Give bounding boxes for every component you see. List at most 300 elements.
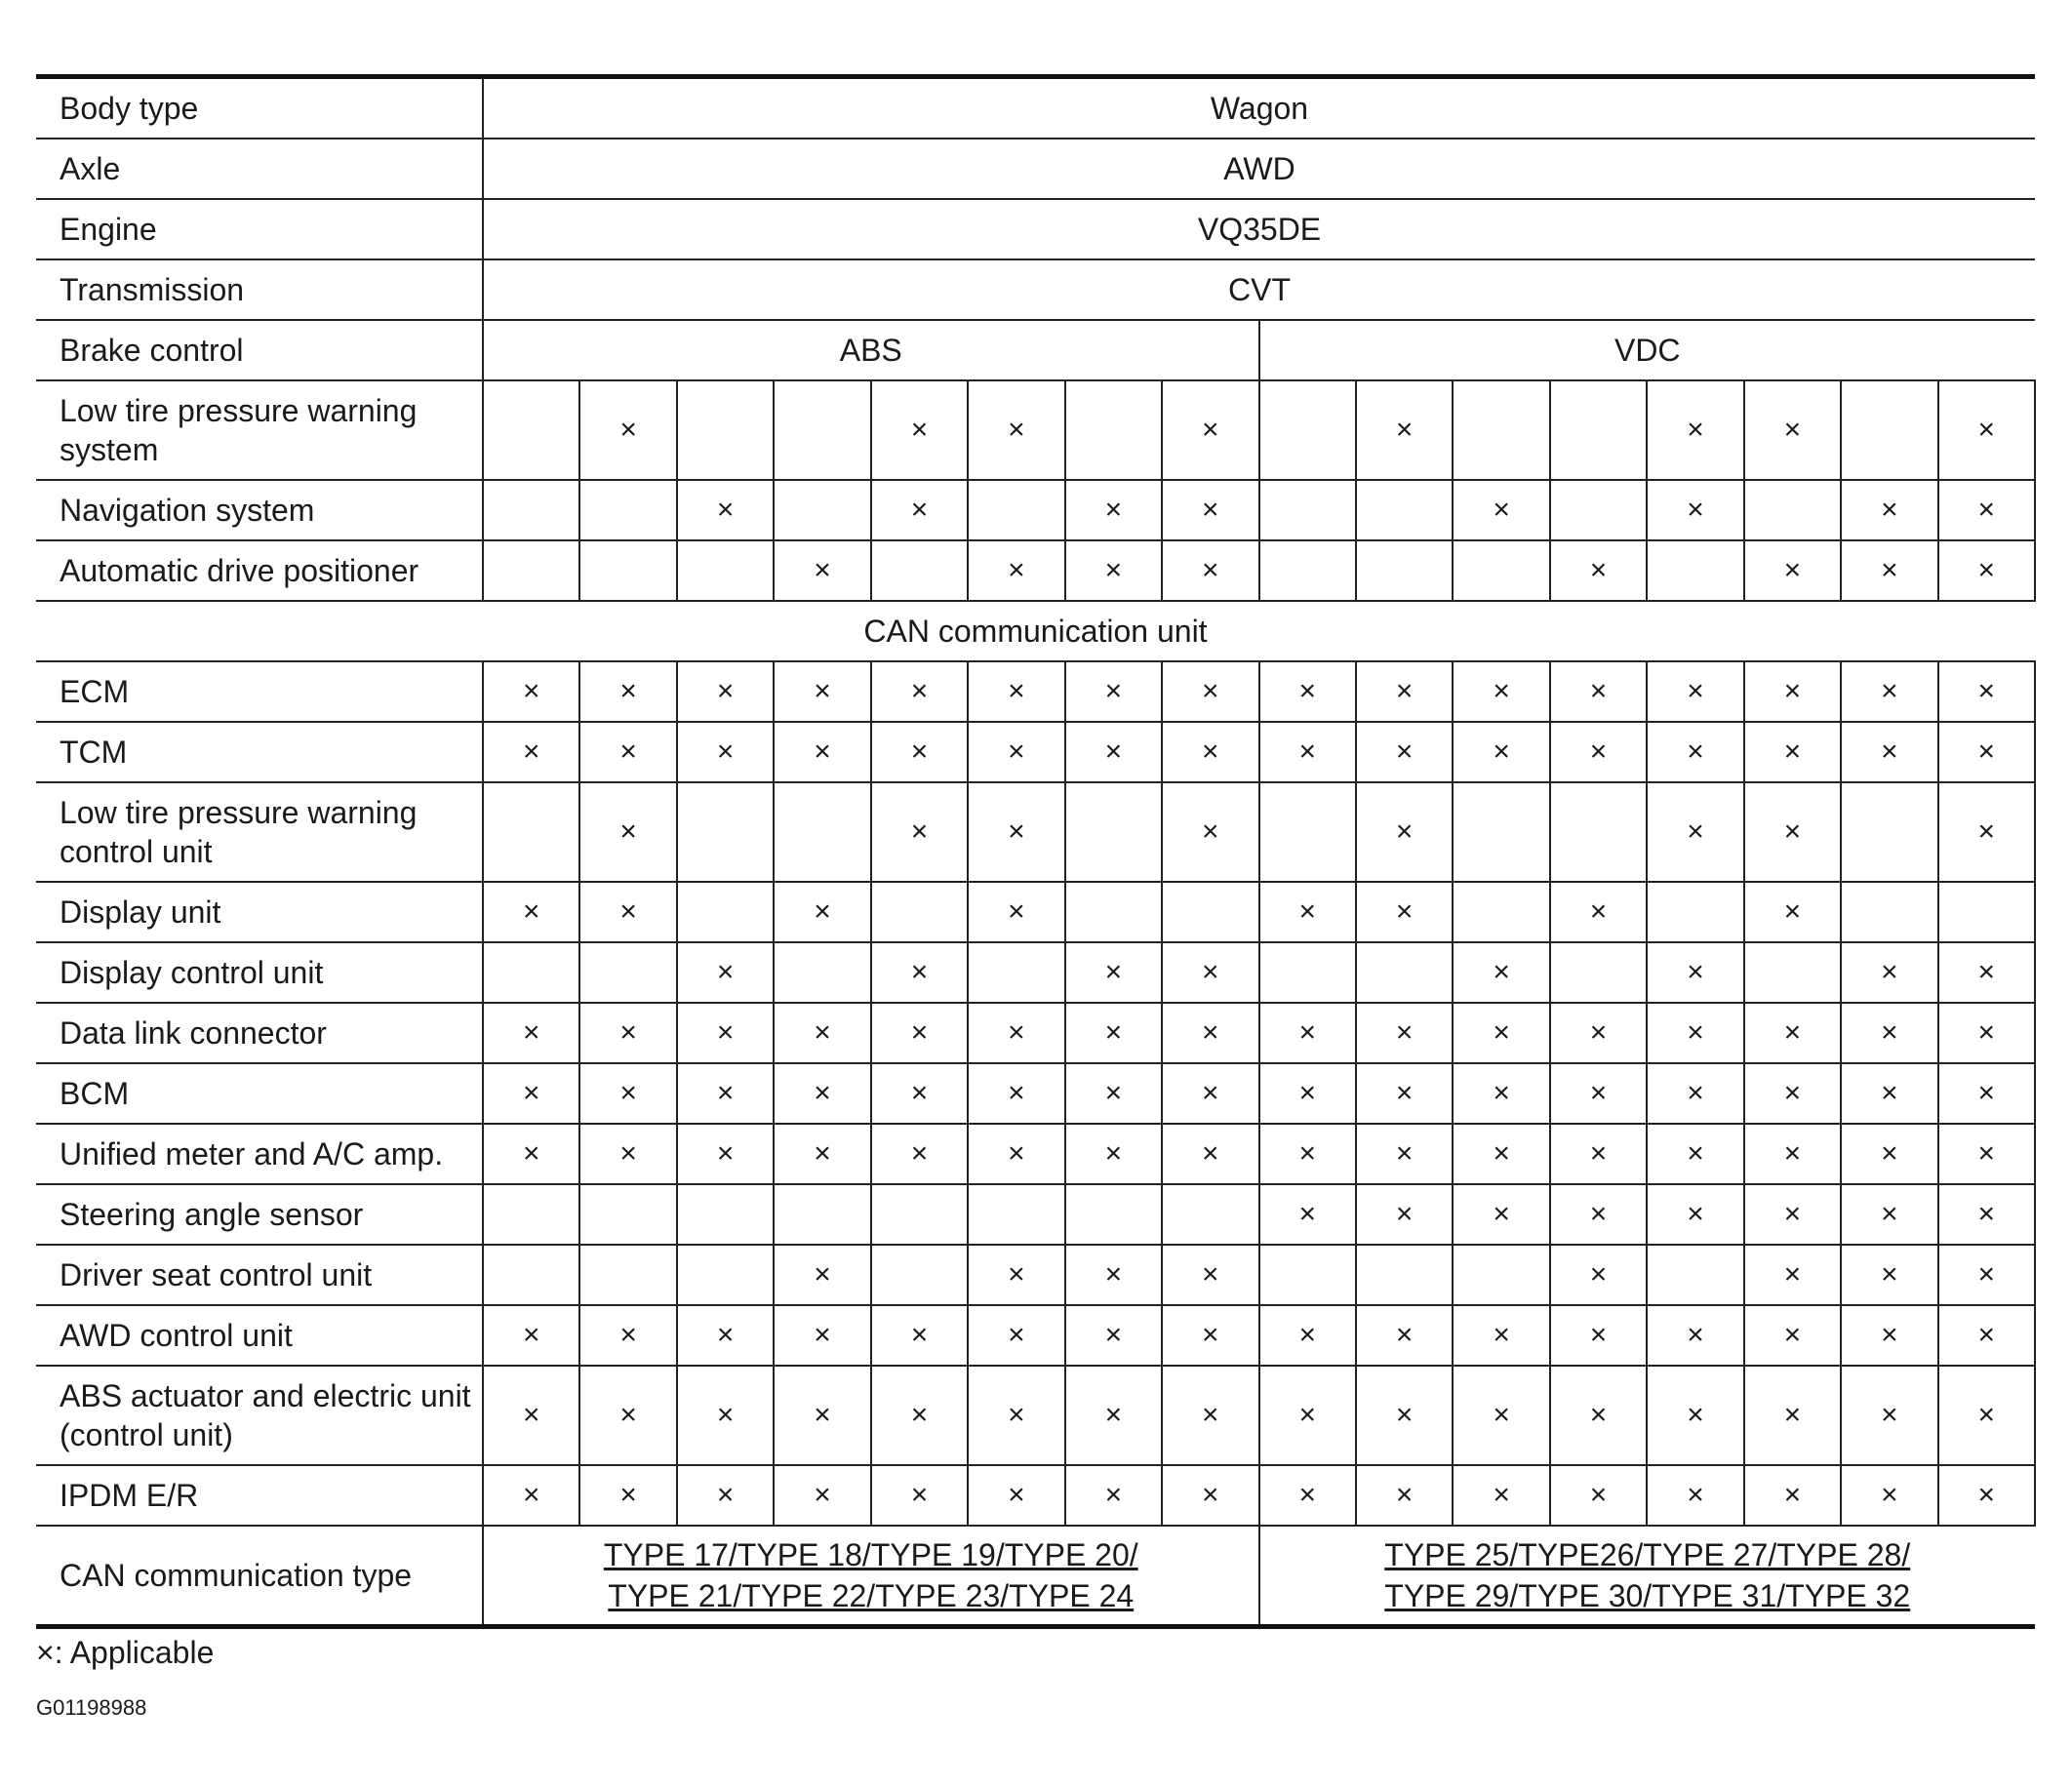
empty-cell (968, 942, 1064, 1003)
applicable-mark: × (871, 1465, 968, 1526)
empty-cell (1065, 1184, 1162, 1245)
can-type-line: TYPE 25/TYPE26/TYPE 27/TYPE 28/ (1384, 1537, 1911, 1572)
empty-cell (483, 1245, 579, 1305)
empty-cell (1841, 380, 1937, 480)
applicable-mark: × (1453, 661, 1549, 722)
applicable-mark: × (1162, 480, 1258, 540)
empty-cell (1453, 380, 1549, 480)
row-label: Navigation system (36, 480, 483, 540)
empty-cell (579, 480, 676, 540)
applicable-mark: × (1065, 1305, 1162, 1366)
applicable-mark: × (1259, 1366, 1356, 1465)
applicable-mark: × (1938, 1245, 2035, 1305)
empty-cell (871, 1184, 968, 1245)
applicable-mark: × (1259, 1465, 1356, 1526)
row-label: AWD control unit (36, 1305, 483, 1366)
applicable-mark: × (1938, 1465, 2035, 1526)
applicable-mark: × (871, 1124, 968, 1184)
empty-cell (677, 882, 774, 942)
applicable-mark: × (1550, 1063, 1647, 1124)
can-type-line: TYPE 17/TYPE 18/TYPE 19/TYPE 20/ (603, 1537, 1138, 1572)
row-label: Transmission (36, 259, 483, 320)
applicable-mark: × (871, 661, 968, 722)
applicable-mark: × (579, 1305, 676, 1366)
applicable-mark: × (579, 1465, 676, 1526)
empty-cell (1356, 480, 1453, 540)
applicable-mark: × (1841, 1366, 1937, 1465)
applicable-mark: × (1453, 1184, 1549, 1245)
applicable-mark: × (1841, 1465, 1937, 1526)
empty-cell (1453, 882, 1549, 942)
applicable-mark: × (1938, 661, 2035, 722)
applicable-mark: × (1744, 1063, 1841, 1124)
applicable-mark: × (1453, 1063, 1549, 1124)
applicable-mark: × (1550, 1124, 1647, 1184)
applicable-mark: × (1065, 1124, 1162, 1184)
applicable-mark: × (774, 661, 870, 722)
empty-cell (1938, 882, 2035, 942)
applicable-mark: × (1647, 1465, 1743, 1526)
applicable-mark: × (1550, 722, 1647, 782)
matrix-row (36, 722, 2035, 782)
applicable-mark: × (1065, 1366, 1162, 1465)
empty-cell (483, 380, 579, 480)
empty-cell (1065, 782, 1162, 882)
applicable-mark: × (1162, 1305, 1258, 1366)
empty-cell (1356, 942, 1453, 1003)
empty-cell (1356, 1245, 1453, 1305)
applicable-mark: × (1647, 1003, 1743, 1063)
applicable-mark: × (1841, 540, 1937, 601)
empty-cell (1259, 380, 1356, 480)
applicable-mark: × (579, 722, 676, 782)
brake-vdc-header: VDC (1259, 320, 2036, 380)
spec-value: VQ35DE (483, 199, 2035, 259)
applicable-mark: × (1162, 540, 1258, 601)
empty-cell (871, 540, 968, 601)
row-label: Driver seat control unit (36, 1245, 483, 1305)
applicable-mark: × (579, 661, 676, 722)
applicable-mark: × (579, 1003, 676, 1063)
applicable-mark: × (1647, 1063, 1743, 1124)
applicable-mark: × (968, 782, 1064, 882)
applicable-mark: × (1744, 1124, 1841, 1184)
applicable-mark: × (1356, 1124, 1453, 1184)
applicable-mark: × (1162, 1465, 1258, 1526)
applicable-mark: × (579, 1366, 676, 1465)
applicable-mark: × (1550, 1366, 1647, 1465)
applicable-mark: × (677, 1305, 774, 1366)
row-label: CAN communication type (36, 1526, 483, 1627)
applicable-mark: × (968, 1245, 1064, 1305)
spec-row (36, 199, 2035, 259)
applicable-mark: × (1453, 1305, 1549, 1366)
applicable-mark: × (1162, 380, 1258, 480)
applicable-mark: × (677, 1366, 774, 1465)
applicable-mark: × (1065, 1003, 1162, 1063)
matrix-row (36, 1465, 2035, 1526)
applicable-mark: × (774, 1465, 870, 1526)
applicable-mark: × (1453, 1366, 1549, 1465)
applicable-mark: × (1356, 1305, 1453, 1366)
applicable-mark: × (1162, 661, 1258, 722)
applicable-mark: × (1259, 661, 1356, 722)
applicable-mark: × (677, 480, 774, 540)
applicable-mark: × (579, 1124, 676, 1184)
applicable-mark: × (774, 882, 870, 942)
empty-cell (1259, 1245, 1356, 1305)
empty-cell (774, 1184, 870, 1245)
applicable-mark: × (1841, 1124, 1937, 1184)
row-label: Data link connector (36, 1003, 483, 1063)
applicable-mark: × (483, 1124, 579, 1184)
applicable-mark: × (1647, 722, 1743, 782)
applicable-mark: × (1162, 722, 1258, 782)
applicable-mark: × (1744, 1366, 1841, 1465)
applicable-mark: × (677, 1124, 774, 1184)
applicable-mark: × (1938, 1124, 2035, 1184)
applicable-mark: × (1162, 1124, 1258, 1184)
applicable-mark: × (968, 882, 1064, 942)
applicable-mark: × (871, 782, 968, 882)
compatibility-table-container (36, 74, 2036, 1629)
applicable-mark: × (1938, 722, 2035, 782)
empty-cell (677, 782, 774, 882)
applicable-mark: × (1744, 1465, 1841, 1526)
applicable-mark: × (1647, 782, 1743, 882)
empty-cell (1841, 882, 1937, 942)
applicable-mark: × (1647, 1305, 1743, 1366)
applicable-mark: × (1356, 1063, 1453, 1124)
applicable-mark: × (483, 1003, 579, 1063)
applicable-mark: × (483, 1305, 579, 1366)
row-label: ECM (36, 661, 483, 722)
can-compatibility-table (36, 74, 2036, 1629)
applicable-mark: × (1259, 1305, 1356, 1366)
matrix-row (36, 1063, 2035, 1124)
empty-cell (1259, 942, 1356, 1003)
can-type-line: TYPE 21/TYPE 22/TYPE 23/TYPE 24 (608, 1578, 1135, 1613)
applicable-mark: × (579, 882, 676, 942)
applicable-mark: × (1453, 1003, 1549, 1063)
spec-value: Wagon (483, 77, 2035, 139)
applicable-mark: × (1162, 1063, 1258, 1124)
spec-value: CVT (483, 259, 2035, 320)
applicable-mark: × (774, 1003, 870, 1063)
applicable-mark: × (1938, 942, 2035, 1003)
empty-cell (483, 782, 579, 882)
applicable-mark: × (1647, 1366, 1743, 1465)
applicable-mark: × (1259, 1184, 1356, 1245)
applicable-mark: × (1841, 1245, 1937, 1305)
section-row (36, 601, 2035, 661)
applicable-mark: × (1065, 661, 1162, 722)
can-type-right (1259, 1526, 2036, 1627)
applicable-mark: × (579, 380, 676, 480)
empty-cell (871, 882, 968, 942)
applicable-mark: × (677, 722, 774, 782)
matrix-row (36, 1305, 2035, 1366)
applicable-mark: × (1356, 1366, 1453, 1465)
applicable-mark: × (968, 1003, 1064, 1063)
applicable-mark: × (1356, 1184, 1453, 1245)
applicable-mark: × (1938, 540, 2035, 601)
row-label: IPDM E/R (36, 1465, 483, 1526)
applicable-mark: × (1550, 1184, 1647, 1245)
applicable-mark: × (1744, 722, 1841, 782)
empty-cell (677, 540, 774, 601)
empty-cell (677, 380, 774, 480)
matrix-row (36, 1184, 2035, 1245)
legend-applicable: ×: Applicable (36, 1635, 215, 1670)
applicable-mark: × (483, 1063, 579, 1124)
applicable-mark: × (968, 1366, 1064, 1465)
applicable-mark: × (1841, 1003, 1937, 1063)
spec-row (36, 259, 2035, 320)
empty-cell (774, 480, 870, 540)
applicable-mark: × (1744, 782, 1841, 882)
applicable-mark: × (1453, 722, 1549, 782)
empty-cell (1744, 480, 1841, 540)
applicable-mark: × (968, 1305, 1064, 1366)
applicable-mark: × (1259, 1124, 1356, 1184)
applicable-mark: × (1744, 540, 1841, 601)
applicable-mark: × (968, 540, 1064, 601)
applicable-mark: × (1550, 1003, 1647, 1063)
applicable-mark: × (1065, 540, 1162, 601)
brake-control-row (36, 320, 2035, 380)
applicable-mark: × (774, 1305, 870, 1366)
empty-cell (774, 782, 870, 882)
empty-cell (483, 1184, 579, 1245)
applicable-mark: × (1453, 480, 1549, 540)
applicable-mark: × (1550, 1305, 1647, 1366)
applicable-mark: × (871, 1305, 968, 1366)
matrix-row (36, 1003, 2035, 1063)
empty-cell (1550, 782, 1647, 882)
applicable-mark: × (1744, 1305, 1841, 1366)
empty-cell (774, 380, 870, 480)
row-label: BCM (36, 1063, 483, 1124)
applicable-mark: × (968, 661, 1064, 722)
applicable-mark: × (1162, 1366, 1258, 1465)
matrix-row (36, 882, 2035, 942)
applicable-mark: × (774, 722, 870, 782)
applicable-mark: × (1647, 480, 1743, 540)
applicable-mark: × (774, 1063, 870, 1124)
row-label: Automatic drive positioner (36, 540, 483, 601)
row-label: Low tire pressure warning system (36, 380, 483, 480)
applicable-mark: × (1744, 380, 1841, 480)
applicable-mark: × (1259, 882, 1356, 942)
applicable-mark: × (1356, 1465, 1453, 1526)
applicable-mark: × (774, 1124, 870, 1184)
applicable-mark: × (1744, 882, 1841, 942)
applicable-mark: × (1065, 1245, 1162, 1305)
row-label: Steering angle sensor (36, 1184, 483, 1245)
applicable-mark: × (1938, 782, 2035, 882)
empty-cell (1647, 540, 1743, 601)
empty-cell (1259, 540, 1356, 601)
applicable-mark: × (1356, 782, 1453, 882)
applicable-mark: × (1938, 1366, 2035, 1465)
empty-cell (1162, 1184, 1258, 1245)
applicable-mark: × (1259, 1063, 1356, 1124)
applicable-mark: × (968, 380, 1064, 480)
empty-cell (1550, 942, 1647, 1003)
applicable-mark: × (1744, 1003, 1841, 1063)
empty-cell (1259, 782, 1356, 882)
row-label: ABS actuator and electric unit (control unit) (36, 1366, 483, 1465)
applicable-mark: × (677, 1465, 774, 1526)
applicable-mark: × (1841, 1305, 1937, 1366)
row-label: Unified meter and A/C amp. (36, 1124, 483, 1184)
can-type-row (36, 1526, 2035, 1627)
empty-cell (1453, 540, 1549, 601)
applicable-mark: × (483, 661, 579, 722)
row-label: Display unit (36, 882, 483, 942)
applicable-mark: × (1938, 1003, 2035, 1063)
applicable-mark: × (1550, 1465, 1647, 1526)
empty-cell (1841, 782, 1937, 882)
can-type-left (483, 1526, 1259, 1627)
applicable-mark: × (1647, 380, 1743, 480)
empty-cell (677, 1245, 774, 1305)
row-label: Display control unit (36, 942, 483, 1003)
applicable-mark: × (1453, 1124, 1549, 1184)
applicable-mark: × (1356, 380, 1453, 480)
applicable-mark: × (1065, 1465, 1162, 1526)
empty-cell (483, 942, 579, 1003)
applicable-mark: × (483, 1465, 579, 1526)
applicable-mark: × (1938, 380, 2035, 480)
applicable-mark: × (1259, 1003, 1356, 1063)
applicable-mark: × (1841, 1063, 1937, 1124)
row-label: Body type (36, 77, 483, 139)
applicable-mark: × (774, 1366, 870, 1465)
empty-cell (968, 480, 1064, 540)
matrix-row (36, 480, 2035, 540)
applicable-mark: × (579, 782, 676, 882)
applicable-mark: × (774, 1245, 870, 1305)
empty-cell (1550, 480, 1647, 540)
empty-cell (1647, 1245, 1743, 1305)
empty-cell (1065, 882, 1162, 942)
figure-id: G01198988 (36, 1695, 147, 1720)
applicable-mark: × (1938, 1305, 2035, 1366)
applicable-mark: × (1259, 722, 1356, 782)
applicable-mark: × (1356, 882, 1453, 942)
matrix-row (36, 1366, 2035, 1465)
applicable-mark: × (1841, 1184, 1937, 1245)
applicable-mark: × (968, 1124, 1064, 1184)
matrix-row (36, 942, 2035, 1003)
applicable-mark: × (1356, 1003, 1453, 1063)
can-type-line: TYPE 29/TYPE 30/TYPE 31/TYPE 32 (1384, 1578, 1911, 1613)
applicable-mark: × (1065, 942, 1162, 1003)
table-body (36, 77, 2035, 1627)
applicable-mark: × (1453, 942, 1549, 1003)
applicable-mark: × (968, 1465, 1064, 1526)
empty-cell (1259, 480, 1356, 540)
applicable-mark: × (1065, 480, 1162, 540)
applicable-mark: × (1550, 661, 1647, 722)
applicable-mark: × (1938, 480, 2035, 540)
empty-cell (968, 1184, 1064, 1245)
row-label: Low tire pressure warning control unit (36, 782, 483, 882)
applicable-mark: × (1162, 782, 1258, 882)
applicable-mark: × (871, 1063, 968, 1124)
applicable-mark: × (871, 1366, 968, 1465)
applicable-mark: × (968, 1063, 1064, 1124)
applicable-mark: × (1453, 1465, 1549, 1526)
applicable-mark: × (1744, 1184, 1841, 1245)
can-type-list (604, 1534, 1138, 1616)
empty-cell (579, 942, 676, 1003)
brake-abs-header: ABS (483, 320, 1259, 380)
matrix-row (36, 1245, 2035, 1305)
empty-cell (483, 480, 579, 540)
empty-cell (1453, 782, 1549, 882)
empty-cell (579, 1245, 676, 1305)
applicable-mark: × (1162, 942, 1258, 1003)
spec-value: AWD (483, 139, 2035, 199)
empty-cell (1550, 380, 1647, 480)
applicable-mark: × (483, 1366, 579, 1465)
applicable-mark: × (968, 722, 1064, 782)
spec-row (36, 139, 2035, 199)
empty-cell (1065, 380, 1162, 480)
applicable-mark: × (1841, 480, 1937, 540)
row-label: Brake control (36, 320, 483, 380)
applicable-mark: × (1065, 1063, 1162, 1124)
applicable-mark: × (1356, 661, 1453, 722)
applicable-mark: × (1647, 661, 1743, 722)
applicable-mark: × (1841, 661, 1937, 722)
row-label: Engine (36, 199, 483, 259)
applicable-mark: × (1550, 1245, 1647, 1305)
applicable-mark: × (677, 942, 774, 1003)
applicable-mark: × (871, 480, 968, 540)
empty-cell (774, 942, 870, 1003)
empty-cell (1356, 540, 1453, 601)
applicable-mark: × (1744, 661, 1841, 722)
applicable-mark: × (1550, 882, 1647, 942)
empty-cell (871, 1245, 968, 1305)
applicable-mark: × (579, 1063, 676, 1124)
applicable-mark: × (871, 942, 968, 1003)
section-title: CAN communication unit (36, 601, 2035, 661)
empty-cell (1162, 882, 1258, 942)
matrix-row (36, 782, 2035, 882)
applicable-mark: × (483, 882, 579, 942)
applicable-mark: × (677, 1063, 774, 1124)
spec-row (36, 77, 2035, 139)
empty-cell (1647, 882, 1743, 942)
matrix-row (36, 661, 2035, 722)
applicable-mark: × (871, 380, 968, 480)
applicable-mark: × (1356, 722, 1453, 782)
matrix-row (36, 540, 2035, 601)
applicable-mark: × (1841, 722, 1937, 782)
matrix-row (36, 1124, 2035, 1184)
applicable-mark: × (871, 722, 968, 782)
empty-cell (1744, 942, 1841, 1003)
applicable-mark: × (1647, 1184, 1743, 1245)
empty-cell (677, 1184, 774, 1245)
applicable-mark: × (1938, 1063, 2035, 1124)
applicable-mark: × (1550, 540, 1647, 601)
